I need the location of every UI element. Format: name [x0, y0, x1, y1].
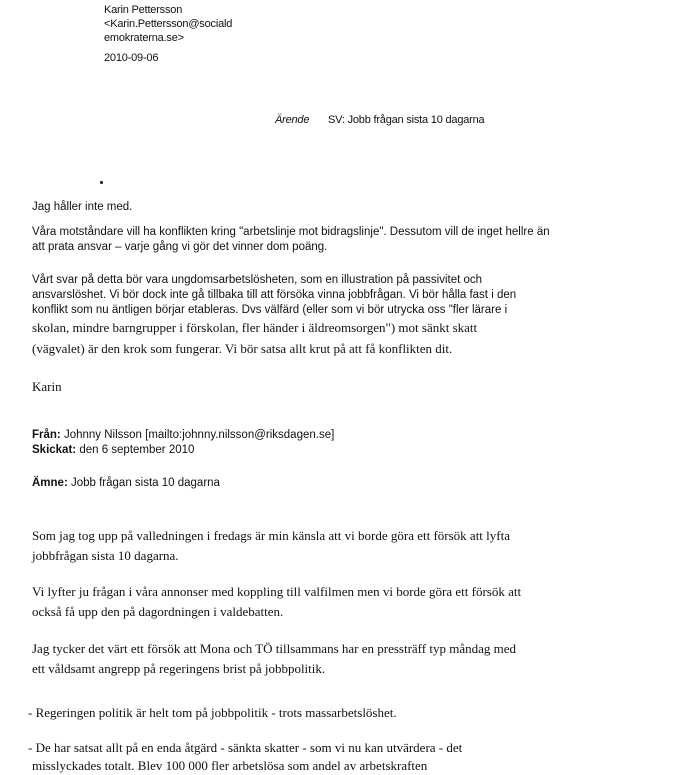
body-paragraph-2-line-1: Vi lyfter ju frågan i våra annonser med koppling till valfilmen men vi borde göra ett försök att: [32, 584, 522, 599]
fwd-subject-row: [32, 476, 220, 491]
fwd-sent-label: Skickat:: [32, 444, 77, 456]
header-date: 2010-09-06: [104, 52, 159, 64]
sender-email-line1: <Karin.Pettersson@sociald: [104, 18, 233, 30]
subject-label: Ärende: [275, 114, 310, 126]
reply-paragraph-3-line-5: (vägvalet) är den krok som fungerar. Vi bör satsa allt krut på att få konflikten dit.: [32, 341, 453, 356]
reply-paragraph-2-line-1: Våra motståndare vill ha konflikten kring "arbetslinje mot bidragslinje". Dessutom vill de inget hellre än: [32, 226, 550, 238]
reply-paragraph-2-line-2: att prata ansvar – varje gång vi gör det vinner dom poäng.: [32, 241, 328, 253]
body-bullet-2-line-2: misslyckades totalt. Blev 100 000 fler arbetslösa som andel av arbetskraften: [32, 758, 428, 773]
fwd-sent-row: [32, 443, 194, 458]
reply-signature: Karin: [32, 379, 62, 394]
reply-paragraph-3-line-1: Vårt svar på detta bör vara ungdomsarbetslösheten, som en illustration på passivitet och: [32, 274, 483, 286]
sender-name: Karin Pettersson: [104, 4, 183, 16]
body-paragraph-3-line-2: ett våldsamt angrepp på regeringens brist på jobbpolitik.: [32, 661, 326, 676]
sender-email-line2: emokraterna.se>: [104, 32, 184, 44]
body-paragraph-3-line-1: Jag tycker det värt ett försök att Mona och TÖ tillsammans har en pressträff typ måndag med: [32, 641, 516, 656]
body-paragraph-1-line-1: Som jag tog upp på valledningen i fredags är min känsla att vi borde göra ett försök att lyfta: [32, 528, 510, 543]
body-bullet-2-line-1: - De har satsat allt på en enda åtgärd - sänkta skatter - som vi nu kan utvärdera - det: [28, 740, 463, 755]
fwd-subject-label: Ämne:: [32, 477, 68, 489]
body-paragraph-2-line-2: också få upp den på dagordningen i valdebatten.: [32, 604, 284, 619]
subject-text: SV: Jobb frågan sista 10 dagarna: [328, 114, 485, 126]
reply-paragraph-3-line-3: konflikt som nu äntligen börjar etableras. Dvs välfärd (eller som vi bör utrycka oss "fler lärare i: [32, 304, 508, 316]
fwd-subject-value: Jobb frågan sista 10 dagarna: [70, 477, 220, 489]
fwd-from-label: Från:: [32, 429, 61, 441]
stray-dot: [100, 181, 103, 184]
fwd-from-row: [32, 428, 334, 443]
body-bullet-1: - Regeringen politik är helt tom på jobbpolitik - trots massarbetslöshet.: [28, 705, 397, 720]
reply-paragraph-3-line-2: ansvarslöshet. Vi bör dock inte gå tillbaka till att försöka vinna jobbfrågan. Vi bör hålla fast i den: [32, 289, 517, 301]
fwd-sent-value: den 6 september 2010: [79, 444, 195, 456]
body-paragraph-1-line-2: jobbfrågan sista 10 dagarna.: [32, 548, 179, 563]
fwd-from-value: Johnny Nilsson [mailto:johnny.nilsson@riksdagen.se]: [63, 429, 335, 441]
reply-paragraph-3-line-4: skolan, mindre barngrupper i förskolan, fler händer i äldreomsorgen") mot sänkt skatt: [32, 320, 478, 335]
reply-paragraph-1: Jag håller inte med.: [32, 201, 133, 213]
